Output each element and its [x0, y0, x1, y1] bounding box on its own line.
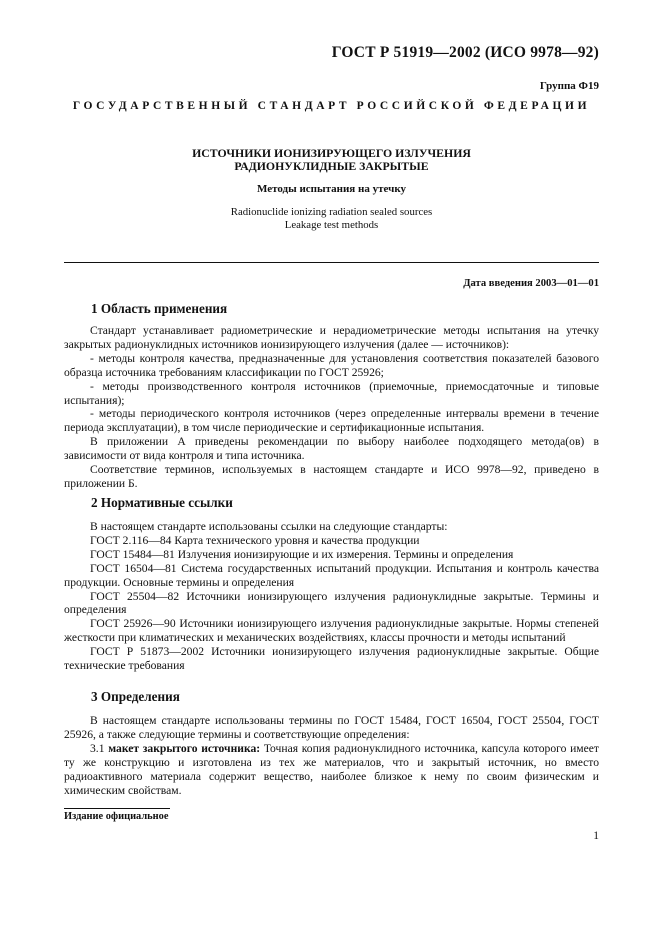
page-number: 1: [593, 830, 599, 842]
section-3-heading: 3 Определения: [91, 689, 180, 704]
normative-reference: ГОСТ 25504—82 Источники ионизирующего излучения радионуклидные закрытые. Термины и определения: [64, 589, 599, 617]
section-1-heading: 1 Область применения: [91, 301, 228, 316]
title-block: [64, 147, 599, 232]
section-1-paragraph: В приложении А приведены рекомендации по выбору наиболее подходящего метода(ов) в зависимости от вида контроля и типа источника.: [64, 435, 599, 463]
normative-reference: ГОСТ Р 51873—2002 Источники ионизирующего излучения радионуклидные закрытые. Общие технические требования: [64, 645, 599, 673]
official-edition-label: Издание официальное: [64, 811, 169, 822]
title-line-2: РАДИОНУКЛИДНЫЕ ЗАКРЫТЫЕ: [234, 159, 429, 173]
section-1-paragraph: Стандарт устанавливает радиометрические и нерадиометрические методы испытания на утечку закрытых радионуклидных источников ионизирующего излучения (далее — источников):: [64, 324, 599, 351]
normative-reference: ГОСТ 25926—90 Источники ионизирующего излучения радионуклидные закрытые. Нормы степеней жесткости при климатических и механических воздействиях, классы прочности и методы испытаний: [64, 617, 599, 645]
section-3: [64, 689, 599, 705]
normative-reference: ГОСТ 16504—81 Система государственных испытаний продукции. Испытания и контроль качества продукции. Основные термины и определения: [64, 561, 599, 589]
normative-reference: ГОСТ 2.116—84 Карта технического уровня и качества продукции: [90, 533, 420, 547]
state-standard-banner: ГОСУДАРСТВЕННЫЙ СТАНДАРТ РОССИЙСКОЙ ФЕДЕРАЦИИ: [72, 100, 591, 112]
section-1-list-item: - методы периодического контроля источников (через определенные интервалы времени в течение периода эксплуатации), в том числе периодические и сертификационные испытания.: [64, 407, 599, 435]
normative-reference: ГОСТ 15484—81 Излучения ионизирующие и их измерения. Термины и определения: [90, 547, 514, 561]
section-1-body: [64, 324, 599, 491]
definition-text: Точная копия радионуклидного источника, капсула которого имеет ту же конструкцию и изготовлена из тех же материалов, что и закрытый источник, но вместо радиоактивного материала содержит вещество, наиболее близкое к нему по своим физическим и химическим свойствам.: [64, 741, 599, 797]
title-divider: [64, 262, 599, 263]
section-3-body: [64, 714, 599, 797]
definition-number: 3.1: [90, 741, 105, 755]
section-1-paragraph: Соответствие терминов, используемых в настоящем стандарте и ИСО 9978—92, приведено в приложении Б.: [64, 463, 599, 490]
definition-3-1: [64, 742, 599, 798]
section-3-paragraph: В настоящем стандарте использованы термины по ГОСТ 15484, ГОСТ 16504, ГОСТ 25504, ГОСТ 25926, а также следующие термины и соответствующие определения:: [64, 714, 599, 741]
footer-divider: [64, 808, 170, 809]
document-number: ГОСТ Р 51919—2002 (ИСО 9978—92): [331, 44, 599, 61]
section-1-list-item: - методы производственного контроля источников (приемочные, приемосдаточные и типовые испытания);: [64, 379, 599, 407]
english-title-line-2: Leakage test methods: [284, 219, 379, 231]
english-title-line-1: Radionuclide ionizing radiation sealed sources: [230, 206, 433, 218]
section-1: [64, 301, 599, 317]
subtitle: Методы испытания на утечку: [256, 183, 406, 195]
introduction-date: Дата введения 2003—01—01: [463, 278, 599, 289]
title-line-1: ИСТОЧНИКИ ИОНИЗИРУЮЩЕГО ИЗЛУЧЕНИЯ: [192, 146, 471, 160]
section-2-body: [64, 520, 599, 673]
group-code: Группа Ф19: [539, 80, 599, 92]
section-2-paragraph: В настоящем стандарте использованы ссылки на следующие стандарты:: [90, 520, 448, 533]
section-1-list-item: - методы контроля качества, предназначенные для установления соответствия показателей базового образца источника требованиям классификации по ГОСТ 25926;: [64, 351, 599, 379]
section-2: [64, 495, 599, 511]
definition-term: макет закрытого источника:: [108, 741, 261, 755]
section-2-heading: 2 Нормативные ссылки: [91, 495, 233, 510]
